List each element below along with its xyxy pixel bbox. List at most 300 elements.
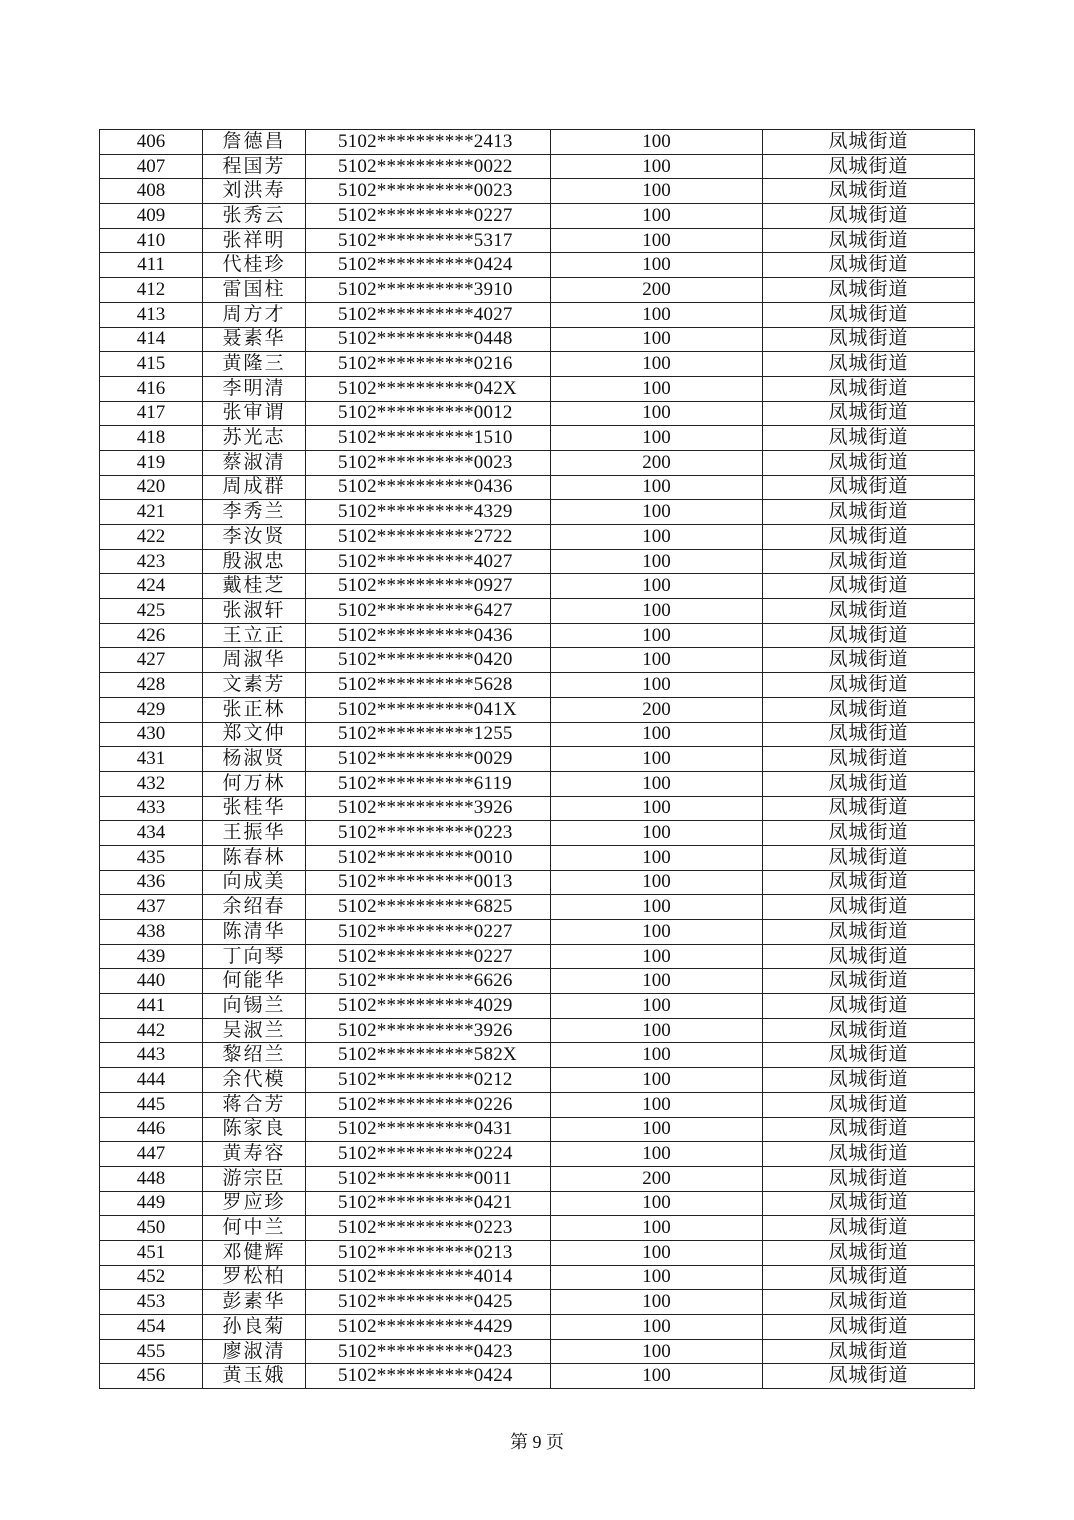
row-number-cell: 428 <box>100 673 203 698</box>
row-number-cell: 445 <box>100 1092 203 1117</box>
amount-cell: 100 <box>551 1068 763 1093</box>
table-row <box>100 1240 975 1265</box>
table-row <box>100 401 975 426</box>
amount-cell: 100 <box>551 253 763 278</box>
amount-cell: 100 <box>551 994 763 1019</box>
id-number-cell: 5102**********582X <box>306 1043 551 1068</box>
id-number-cell: 5102**********0010 <box>306 845 551 870</box>
table-row <box>100 969 975 994</box>
amount-cell: 100 <box>551 870 763 895</box>
row-number-cell: 451 <box>100 1240 203 1265</box>
name-cell: 聂素华 <box>203 327 306 352</box>
name-cell: 余代模 <box>203 1068 306 1093</box>
id-number-cell: 5102**********0927 <box>306 574 551 599</box>
row-number-cell: 449 <box>100 1191 203 1216</box>
name-cell: 程国芳 <box>203 154 306 179</box>
row-number-cell: 411 <box>100 253 203 278</box>
area-cell: 凤城街道 <box>763 1092 975 1117</box>
id-number-cell: 5102**********3910 <box>306 278 551 303</box>
area-cell: 凤城街道 <box>763 549 975 574</box>
amount-cell: 100 <box>551 673 763 698</box>
name-cell: 郑文仲 <box>203 722 306 747</box>
name-cell: 黄寿容 <box>203 1142 306 1167</box>
id-number-cell: 5102**********2722 <box>306 525 551 550</box>
name-cell: 何能华 <box>203 969 306 994</box>
row-number-cell: 415 <box>100 352 203 377</box>
id-number-cell: 5102**********0423 <box>306 1339 551 1364</box>
row-number-cell: 412 <box>100 278 203 303</box>
area-cell: 凤城街道 <box>763 500 975 525</box>
page-number: 第 9 页 <box>510 1432 564 1452</box>
name-cell: 杨淑贤 <box>203 747 306 772</box>
name-cell: 李秀兰 <box>203 500 306 525</box>
table-row <box>100 771 975 796</box>
row-number-cell: 430 <box>100 722 203 747</box>
name-cell: 丁向琴 <box>203 944 306 969</box>
name-cell: 张秀云 <box>203 204 306 229</box>
amount-cell: 100 <box>551 1339 763 1364</box>
row-number-cell: 452 <box>100 1265 203 1290</box>
amount-cell: 100 <box>551 500 763 525</box>
area-cell: 凤城街道 <box>763 278 975 303</box>
id-number-cell: 5102**********4429 <box>306 1315 551 1340</box>
table-row <box>100 1068 975 1093</box>
amount-cell: 100 <box>551 1364 763 1389</box>
name-cell: 张桂华 <box>203 796 306 821</box>
name-cell: 游宗臣 <box>203 1166 306 1191</box>
row-number-cell: 408 <box>100 179 203 204</box>
id-number-cell: 5102**********1510 <box>306 426 551 451</box>
area-cell: 凤城街道 <box>763 697 975 722</box>
amount-cell: 200 <box>551 697 763 722</box>
amount-cell: 200 <box>551 1166 763 1191</box>
amount-cell: 100 <box>551 1043 763 1068</box>
name-cell: 代桂珍 <box>203 253 306 278</box>
id-number-cell: 5102**********4029 <box>306 994 551 1019</box>
area-cell: 凤城街道 <box>763 1043 975 1068</box>
table-row <box>100 747 975 772</box>
id-number-cell: 5102**********4027 <box>306 549 551 574</box>
id-number-cell: 5102**********0424 <box>306 1364 551 1389</box>
id-number-cell: 5102**********0436 <box>306 475 551 500</box>
table-row <box>100 623 975 648</box>
amount-cell: 100 <box>551 352 763 377</box>
amount-cell: 100 <box>551 130 763 155</box>
row-number-cell: 429 <box>100 697 203 722</box>
area-cell: 凤城街道 <box>763 1290 975 1315</box>
id-number-cell: 5102**********4027 <box>306 302 551 327</box>
table-row <box>100 895 975 920</box>
table-row <box>100 376 975 401</box>
area-cell: 凤城街道 <box>763 895 975 920</box>
table-row <box>100 525 975 550</box>
table-row <box>100 204 975 229</box>
id-number-cell: 5102**********0421 <box>306 1191 551 1216</box>
table-row <box>100 130 975 155</box>
row-number-cell: 414 <box>100 327 203 352</box>
name-cell: 周方才 <box>203 302 306 327</box>
area-cell: 凤城街道 <box>763 302 975 327</box>
name-cell: 彭素华 <box>203 1290 306 1315</box>
table-row <box>100 500 975 525</box>
table-row <box>100 228 975 253</box>
area-cell: 凤城街道 <box>763 574 975 599</box>
table-row <box>100 278 975 303</box>
row-number-cell: 444 <box>100 1068 203 1093</box>
table-row <box>100 1364 975 1389</box>
id-number-cell: 5102**********4329 <box>306 500 551 525</box>
area-cell: 凤城街道 <box>763 179 975 204</box>
amount-cell: 100 <box>551 574 763 599</box>
id-number-cell: 5102**********6825 <box>306 895 551 920</box>
table-row <box>100 599 975 624</box>
id-number-cell: 5102**********0022 <box>306 154 551 179</box>
name-cell: 蒋合芳 <box>203 1092 306 1117</box>
name-cell: 苏光志 <box>203 426 306 451</box>
table-row <box>100 1216 975 1241</box>
area-cell: 凤城街道 <box>763 1364 975 1389</box>
name-cell: 陈家良 <box>203 1117 306 1142</box>
name-cell: 詹德昌 <box>203 130 306 155</box>
row-number-cell: 450 <box>100 1216 203 1241</box>
id-number-cell: 5102**********0424 <box>306 253 551 278</box>
id-number-cell: 5102**********0436 <box>306 623 551 648</box>
amount-cell: 100 <box>551 549 763 574</box>
row-number-cell: 421 <box>100 500 203 525</box>
id-number-cell: 5102**********0223 <box>306 1216 551 1241</box>
area-cell: 凤城街道 <box>763 1191 975 1216</box>
row-number-cell: 423 <box>100 549 203 574</box>
id-number-cell: 5102**********5628 <box>306 673 551 698</box>
amount-cell: 100 <box>551 228 763 253</box>
table-row <box>100 994 975 1019</box>
amount-cell: 100 <box>551 1191 763 1216</box>
area-cell: 凤城街道 <box>763 673 975 698</box>
name-cell: 罗应珍 <box>203 1191 306 1216</box>
table-row <box>100 1142 975 1167</box>
amount-cell: 200 <box>551 278 763 303</box>
row-number-cell: 437 <box>100 895 203 920</box>
table-row <box>100 426 975 451</box>
area-cell: 凤城街道 <box>763 920 975 945</box>
table-row <box>100 253 975 278</box>
table-row <box>100 673 975 698</box>
area-cell: 凤城街道 <box>763 475 975 500</box>
row-number-cell: 431 <box>100 747 203 772</box>
table-row <box>100 870 975 895</box>
area-cell: 凤城街道 <box>763 1315 975 1340</box>
name-cell: 文素芳 <box>203 673 306 698</box>
id-number-cell: 5102**********0216 <box>306 352 551 377</box>
amount-cell: 100 <box>551 1240 763 1265</box>
area-cell: 凤城街道 <box>763 1216 975 1241</box>
name-cell: 殷淑忠 <box>203 549 306 574</box>
amount-cell: 100 <box>551 1265 763 1290</box>
area-cell: 凤城街道 <box>763 771 975 796</box>
row-number-cell: 416 <box>100 376 203 401</box>
row-number-cell: 417 <box>100 401 203 426</box>
area-cell: 凤城街道 <box>763 154 975 179</box>
amount-cell: 100 <box>551 599 763 624</box>
row-number-cell: 426 <box>100 623 203 648</box>
area-cell: 凤城街道 <box>763 1068 975 1093</box>
table-row <box>100 1315 975 1340</box>
id-number-cell: 5102**********0223 <box>306 821 551 846</box>
row-number-cell: 440 <box>100 969 203 994</box>
area-cell: 凤城街道 <box>763 401 975 426</box>
area-cell: 凤城街道 <box>763 253 975 278</box>
row-number-cell: 433 <box>100 796 203 821</box>
amount-cell: 200 <box>551 450 763 475</box>
name-cell: 孙良菊 <box>203 1315 306 1340</box>
area-cell: 凤城街道 <box>763 821 975 846</box>
id-number-cell: 5102**********3926 <box>306 1018 551 1043</box>
id-number-cell: 5102**********0227 <box>306 944 551 969</box>
area-cell: 凤城街道 <box>763 722 975 747</box>
area-cell: 凤城街道 <box>763 796 975 821</box>
row-number-cell: 436 <box>100 870 203 895</box>
id-number-cell: 5102**********0448 <box>306 327 551 352</box>
row-number-cell: 454 <box>100 1315 203 1340</box>
name-cell: 雷国柱 <box>203 278 306 303</box>
area-cell: 凤城街道 <box>763 747 975 772</box>
id-number-cell: 5102**********1255 <box>306 722 551 747</box>
id-number-cell: 5102**********0226 <box>306 1092 551 1117</box>
name-cell: 王立正 <box>203 623 306 648</box>
amount-cell: 100 <box>551 179 763 204</box>
area-cell: 凤城街道 <box>763 204 975 229</box>
name-cell: 刘洪寿 <box>203 179 306 204</box>
id-number-cell: 5102**********0227 <box>306 204 551 229</box>
name-cell: 黄玉娥 <box>203 1364 306 1389</box>
area-cell: 凤城街道 <box>763 599 975 624</box>
area-cell: 凤城街道 <box>763 870 975 895</box>
id-number-cell: 5102**********6626 <box>306 969 551 994</box>
amount-cell: 100 <box>551 426 763 451</box>
amount-cell: 100 <box>551 376 763 401</box>
table-row <box>100 574 975 599</box>
area-cell: 凤城街道 <box>763 1117 975 1142</box>
amount-cell: 100 <box>551 648 763 673</box>
table-row <box>100 1265 975 1290</box>
table-row <box>100 722 975 747</box>
amount-cell: 100 <box>551 154 763 179</box>
row-number-cell: 456 <box>100 1364 203 1389</box>
table-row <box>100 821 975 846</box>
amount-cell: 100 <box>551 1117 763 1142</box>
name-cell: 王振华 <box>203 821 306 846</box>
area-cell: 凤城街道 <box>763 1339 975 1364</box>
id-number-cell: 5102**********2413 <box>306 130 551 155</box>
id-number-cell: 5102**********042X <box>306 376 551 401</box>
table-row <box>100 920 975 945</box>
row-number-cell: 427 <box>100 648 203 673</box>
row-number-cell: 420 <box>100 475 203 500</box>
table-row <box>100 1191 975 1216</box>
amount-cell: 100 <box>551 845 763 870</box>
name-cell: 向锡兰 <box>203 994 306 1019</box>
amount-cell: 100 <box>551 1018 763 1043</box>
row-number-cell: 438 <box>100 920 203 945</box>
name-cell: 戴桂芝 <box>203 574 306 599</box>
area-cell: 凤城街道 <box>763 130 975 155</box>
name-cell: 张审谓 <box>203 401 306 426</box>
row-number-cell: 419 <box>100 450 203 475</box>
name-cell: 邓健辉 <box>203 1240 306 1265</box>
table-row <box>100 179 975 204</box>
amount-cell: 100 <box>551 796 763 821</box>
row-number-cell: 432 <box>100 771 203 796</box>
amount-cell: 100 <box>551 1216 763 1241</box>
area-cell: 凤城街道 <box>763 1265 975 1290</box>
area-cell: 凤城街道 <box>763 450 975 475</box>
row-number-cell: 409 <box>100 204 203 229</box>
row-number-cell: 455 <box>100 1339 203 1364</box>
row-number-cell: 435 <box>100 845 203 870</box>
id-number-cell: 5102**********0227 <box>306 920 551 945</box>
table-body <box>100 130 975 1389</box>
row-number-cell: 442 <box>100 1018 203 1043</box>
id-number-cell: 5102**********0420 <box>306 648 551 673</box>
name-cell: 李明清 <box>203 376 306 401</box>
name-cell: 廖淑清 <box>203 1339 306 1364</box>
id-number-cell: 5102**********041X <box>306 697 551 722</box>
id-number-cell: 5102**********6119 <box>306 771 551 796</box>
name-cell: 张淑轩 <box>203 599 306 624</box>
row-number-cell: 448 <box>100 1166 203 1191</box>
name-cell: 何万林 <box>203 771 306 796</box>
amount-cell: 100 <box>551 821 763 846</box>
amount-cell: 100 <box>551 302 763 327</box>
row-number-cell: 453 <box>100 1290 203 1315</box>
row-number-cell: 447 <box>100 1142 203 1167</box>
row-number-cell: 418 <box>100 426 203 451</box>
name-cell: 张正林 <box>203 697 306 722</box>
row-number-cell: 406 <box>100 130 203 155</box>
name-cell: 陈清华 <box>203 920 306 945</box>
row-number-cell: 410 <box>100 228 203 253</box>
amount-cell: 100 <box>551 1092 763 1117</box>
area-cell: 凤城街道 <box>763 228 975 253</box>
amount-cell: 100 <box>551 327 763 352</box>
area-cell: 凤城街道 <box>763 845 975 870</box>
amount-cell: 100 <box>551 525 763 550</box>
area-cell: 凤城街道 <box>763 1018 975 1043</box>
row-number-cell: 425 <box>100 599 203 624</box>
row-number-cell: 413 <box>100 302 203 327</box>
table-row <box>100 648 975 673</box>
recipient-table <box>99 129 975 1389</box>
id-number-cell: 5102**********3926 <box>306 796 551 821</box>
area-cell: 凤城街道 <box>763 1142 975 1167</box>
area-cell: 凤城街道 <box>763 1240 975 1265</box>
table-row <box>100 1018 975 1043</box>
name-cell: 吴淑兰 <box>203 1018 306 1043</box>
name-cell: 周淑华 <box>203 648 306 673</box>
area-cell: 凤城街道 <box>763 994 975 1019</box>
name-cell: 何中兰 <box>203 1216 306 1241</box>
row-number-cell: 441 <box>100 994 203 1019</box>
id-number-cell: 5102**********0013 <box>306 870 551 895</box>
table-row <box>100 1290 975 1315</box>
area-cell: 凤城街道 <box>763 352 975 377</box>
table-row <box>100 302 975 327</box>
area-cell: 凤城街道 <box>763 648 975 673</box>
area-cell: 凤城街道 <box>763 623 975 648</box>
table-row <box>100 1166 975 1191</box>
id-number-cell: 5102**********0012 <box>306 401 551 426</box>
name-cell: 周成群 <box>203 475 306 500</box>
id-number-cell: 5102**********6427 <box>306 599 551 624</box>
amount-cell: 100 <box>551 722 763 747</box>
table-row <box>100 697 975 722</box>
table-row <box>100 1043 975 1068</box>
amount-cell: 100 <box>551 475 763 500</box>
amount-cell: 100 <box>551 944 763 969</box>
table-row <box>100 549 975 574</box>
amount-cell: 100 <box>551 771 763 796</box>
amount-cell: 100 <box>551 1290 763 1315</box>
area-cell: 凤城街道 <box>763 426 975 451</box>
area-cell: 凤城街道 <box>763 944 975 969</box>
id-number-cell: 5102**********5317 <box>306 228 551 253</box>
name-cell: 黄隆三 <box>203 352 306 377</box>
area-cell: 凤城街道 <box>763 969 975 994</box>
row-number-cell: 443 <box>100 1043 203 1068</box>
id-number-cell: 5102**********0023 <box>306 179 551 204</box>
row-number-cell: 407 <box>100 154 203 179</box>
table-row <box>100 1092 975 1117</box>
area-cell: 凤城街道 <box>763 1166 975 1191</box>
table-row <box>100 327 975 352</box>
name-cell: 张祥明 <box>203 228 306 253</box>
amount-cell: 100 <box>551 1315 763 1340</box>
row-number-cell: 439 <box>100 944 203 969</box>
table-row <box>100 796 975 821</box>
amount-cell: 100 <box>551 1142 763 1167</box>
name-cell: 李汝贤 <box>203 525 306 550</box>
row-number-cell: 434 <box>100 821 203 846</box>
row-number-cell: 424 <box>100 574 203 599</box>
id-number-cell: 5102**********4014 <box>306 1265 551 1290</box>
name-cell: 蔡淑清 <box>203 450 306 475</box>
amount-cell: 100 <box>551 895 763 920</box>
id-number-cell: 5102**********0029 <box>306 747 551 772</box>
area-cell: 凤城街道 <box>763 327 975 352</box>
table-row <box>100 1339 975 1364</box>
id-number-cell: 5102**********0213 <box>306 1240 551 1265</box>
table-row <box>100 845 975 870</box>
row-number-cell: 446 <box>100 1117 203 1142</box>
id-number-cell: 5102**********0212 <box>306 1068 551 1093</box>
id-number-cell: 5102**********0023 <box>306 450 551 475</box>
amount-cell: 100 <box>551 204 763 229</box>
table-row <box>100 352 975 377</box>
name-cell: 黎绍兰 <box>203 1043 306 1068</box>
area-cell: 凤城街道 <box>763 525 975 550</box>
id-number-cell: 5102**********0425 <box>306 1290 551 1315</box>
area-cell: 凤城街道 <box>763 376 975 401</box>
table-row <box>100 154 975 179</box>
name-cell: 陈春林 <box>203 845 306 870</box>
table-row <box>100 475 975 500</box>
table-row <box>100 450 975 475</box>
id-number-cell: 5102**********0011 <box>306 1166 551 1191</box>
amount-cell: 100 <box>551 920 763 945</box>
name-cell: 余绍春 <box>203 895 306 920</box>
name-cell: 向成美 <box>203 870 306 895</box>
amount-cell: 100 <box>551 623 763 648</box>
